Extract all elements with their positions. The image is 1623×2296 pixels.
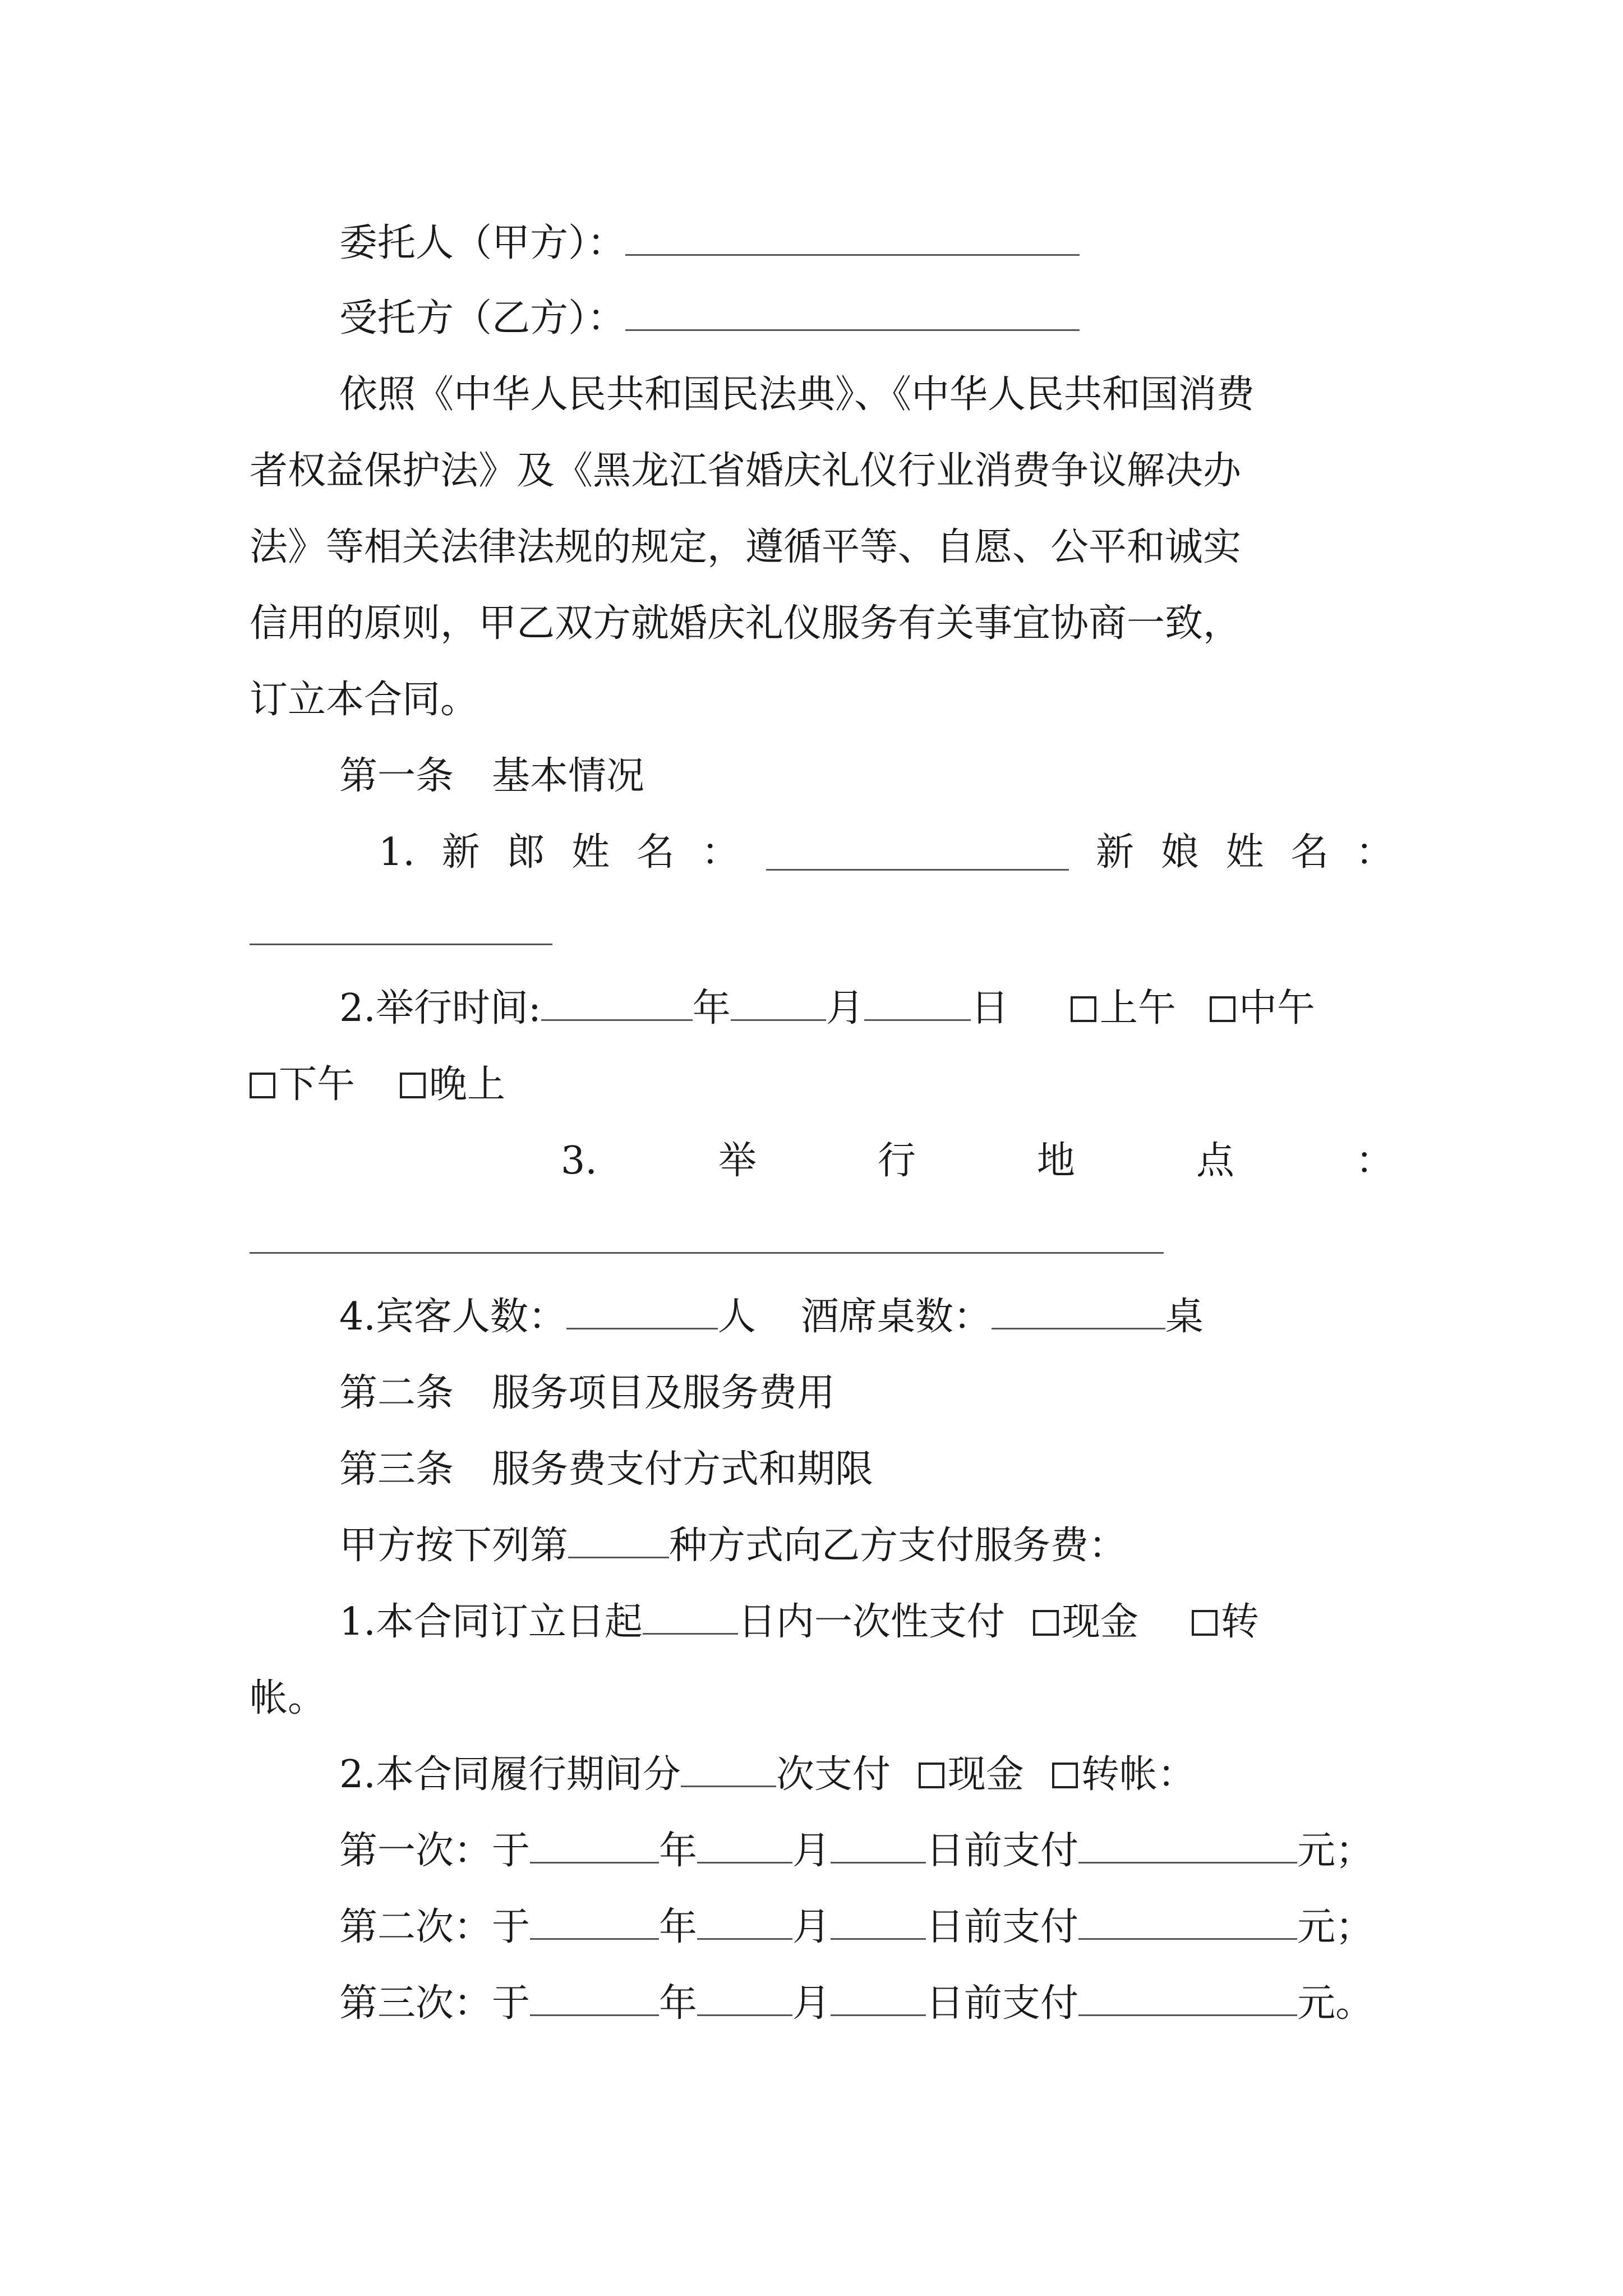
bride-label-2: 娘 xyxy=(1160,830,1199,875)
installment-1-label: 第一次：于 xyxy=(339,1829,531,1873)
installment-3-month-label: 月 xyxy=(792,1981,831,2026)
option2-cash-label: 现金 xyxy=(947,1752,1024,1797)
option2-count-field[interactable] xyxy=(681,1752,776,1787)
noon-checkbox[interactable] xyxy=(1210,996,1235,1022)
client-name-field[interactable] xyxy=(625,220,1080,256)
option1-line xyxy=(250,1584,1394,1660)
installment-2-pay-label: 日前支付 xyxy=(926,1905,1079,1949)
am-checkbox[interactable] xyxy=(1071,996,1096,1022)
option2-post: 次支付 xyxy=(776,1752,891,1797)
payment-method-line xyxy=(250,1508,1394,1584)
day-field[interactable] xyxy=(864,986,971,1021)
day-label: 日 xyxy=(970,986,1009,1030)
groom-label-1: 1. xyxy=(379,830,415,875)
names-line xyxy=(250,815,1394,891)
option1-post: 日内一次性支付 xyxy=(737,1600,1005,1644)
groom-label-4: 姓 xyxy=(571,830,610,875)
option2-transfer-label: 转帐： xyxy=(1081,1752,1196,1797)
intro-line-1: 依照《中华人民共和国民法典》、《中华人民共和国消费 xyxy=(339,372,1255,417)
groom-label-6: ： xyxy=(701,830,740,875)
installment-1-line xyxy=(250,1813,1394,1889)
installment-1-month-field[interactable] xyxy=(697,1828,792,1864)
installment-2-label: 第二次：于 xyxy=(339,1905,531,1949)
option1-cash-checkbox[interactable] xyxy=(1033,1610,1059,1636)
client-label: 委托人（甲方）： xyxy=(339,221,626,265)
option1-transfer-label: 转 xyxy=(1220,1600,1259,1644)
bride-label-1: 新 xyxy=(1096,830,1135,875)
groom-label-5: 名 xyxy=(636,830,675,875)
option1-days-field[interactable] xyxy=(643,1599,738,1635)
installment-2-day-field[interactable] xyxy=(831,1904,926,1940)
month-field[interactable] xyxy=(731,986,826,1021)
time-label: 2.举行时间: xyxy=(339,986,541,1030)
option2-pre: 2.本合同履行期间分 xyxy=(339,1752,681,1797)
installment-3-year-field[interactable] xyxy=(530,1981,659,2016)
method-post: 种方式向乙方支付服务费： xyxy=(669,1524,1127,1568)
client-line xyxy=(250,205,1394,282)
installment-2-year-field[interactable] xyxy=(530,1904,659,1940)
installment-1-month-label: 月 xyxy=(792,1829,831,1873)
venue-label-1: 3. xyxy=(561,1139,597,1183)
intro-line-2: 者权益保护法》及《黑龙江省婚庆礼仪行业消费争议解决办 xyxy=(250,449,1242,493)
groom-name-field[interactable] xyxy=(766,835,1069,871)
bride-label-3: 姓 xyxy=(1225,830,1264,875)
option1-pre: 1.本合同订立日起 xyxy=(339,1600,643,1644)
bride-name-field[interactable] xyxy=(250,944,552,945)
option2-cash-checkbox[interactable] xyxy=(919,1763,944,1788)
option1-line-cont: 帐。 xyxy=(250,1676,326,1720)
time-line xyxy=(250,970,1394,1047)
installment-3-label: 第三次：于 xyxy=(339,1981,531,2026)
venue-line xyxy=(250,1123,1394,1199)
installment-3-day-field[interactable] xyxy=(831,1981,926,2016)
option1-cash-label: 现金 xyxy=(1062,1600,1138,1644)
noon-label: 中午 xyxy=(1238,986,1315,1030)
guests-label: 4.宾客人数： xyxy=(339,1295,566,1339)
installment-2-line xyxy=(250,1889,1394,1966)
guests-unit: 人 xyxy=(717,1295,756,1339)
installment-1-year-field[interactable] xyxy=(530,1828,659,1864)
time-line-cont xyxy=(250,1047,1394,1123)
installment-1-day-field[interactable] xyxy=(831,1828,926,1864)
method-field[interactable] xyxy=(568,1523,669,1558)
contractor-label: 受托方（乙方）： xyxy=(339,296,626,341)
option1-transfer-checkbox[interactable] xyxy=(1192,1610,1218,1636)
contractor-name-field[interactable] xyxy=(625,296,1080,331)
month-label: 月 xyxy=(826,986,864,1030)
intro-line-4: 信用的原则，甲乙双方就婚庆礼仪服务有关事宜协商一致， xyxy=(250,601,1242,646)
am-label: 上午 xyxy=(1099,986,1176,1030)
installment-3-year-label: 年 xyxy=(659,1981,698,2026)
tables-field[interactable] xyxy=(992,1294,1165,1329)
groom-label-3: 郎 xyxy=(506,830,545,875)
year-field[interactable] xyxy=(541,986,693,1021)
installment-3-pay-label: 日前支付 xyxy=(926,1981,1079,2026)
installment-3-amount-field[interactable] xyxy=(1078,1981,1297,2016)
article3-heading: 第三条 服务费支付方式和期限 xyxy=(339,1447,874,1492)
installment-2-month-label: 月 xyxy=(792,1905,831,1949)
venue-label-3: 行 xyxy=(877,1139,916,1183)
installment-2-yuan: 元； xyxy=(1297,1905,1374,1949)
pm-label: 下午 xyxy=(279,1062,356,1107)
method-pre: 甲方按下列第 xyxy=(339,1524,569,1568)
guests-line xyxy=(250,1279,1394,1355)
article2-heading: 第二条 服务项目及服务费用 xyxy=(339,1371,836,1415)
venue-label-5: 点 xyxy=(1196,1139,1234,1183)
groom-label-2: 新 xyxy=(441,830,480,875)
option2-transfer-checkbox[interactable] xyxy=(1052,1763,1078,1788)
contractor-line xyxy=(250,280,1394,357)
article1-heading: 第一条 基本情况 xyxy=(339,754,645,798)
installment-1-amount-field[interactable] xyxy=(1078,1828,1297,1864)
venue-field[interactable] xyxy=(250,1252,1164,1254)
installment-1-pay-label: 日前支付 xyxy=(926,1829,1079,1873)
venue-label-2: 举 xyxy=(718,1139,757,1183)
installment-3-month-field[interactable] xyxy=(697,1981,792,2016)
guests-field[interactable] xyxy=(566,1294,718,1329)
bride-label-5: ： xyxy=(1355,830,1394,875)
evening-label: 晚上 xyxy=(429,1062,506,1107)
intro-line-5: 订立本合同。 xyxy=(250,678,479,722)
installment-1-year-label: 年 xyxy=(659,1829,698,1873)
bride-label-4: 名 xyxy=(1290,830,1329,875)
tables-label: 酒席桌数： xyxy=(800,1295,992,1339)
option2-line xyxy=(250,1737,1394,1813)
venue-label-4: 地 xyxy=(1036,1139,1075,1183)
installment-2-amount-field[interactable] xyxy=(1078,1904,1297,1940)
evening-checkbox[interactable] xyxy=(400,1073,426,1098)
installment-3-yuan: 元。 xyxy=(1297,1981,1374,2026)
installment-3-line xyxy=(250,1966,1394,2042)
installment-2-year-label: 年 xyxy=(659,1905,698,1949)
pm-checkbox[interactable] xyxy=(250,1073,275,1098)
year-label: 年 xyxy=(692,986,731,1030)
venue-label-6: ： xyxy=(1355,1139,1394,1183)
tables-unit: 桌 xyxy=(1165,1295,1204,1339)
installment-2-month-field[interactable] xyxy=(697,1904,792,1940)
installment-1-yuan: 元； xyxy=(1297,1829,1374,1873)
intro-line-3: 法》等相关法律法规的规定，遵循平等、自愿、公平和诚实 xyxy=(250,525,1242,569)
